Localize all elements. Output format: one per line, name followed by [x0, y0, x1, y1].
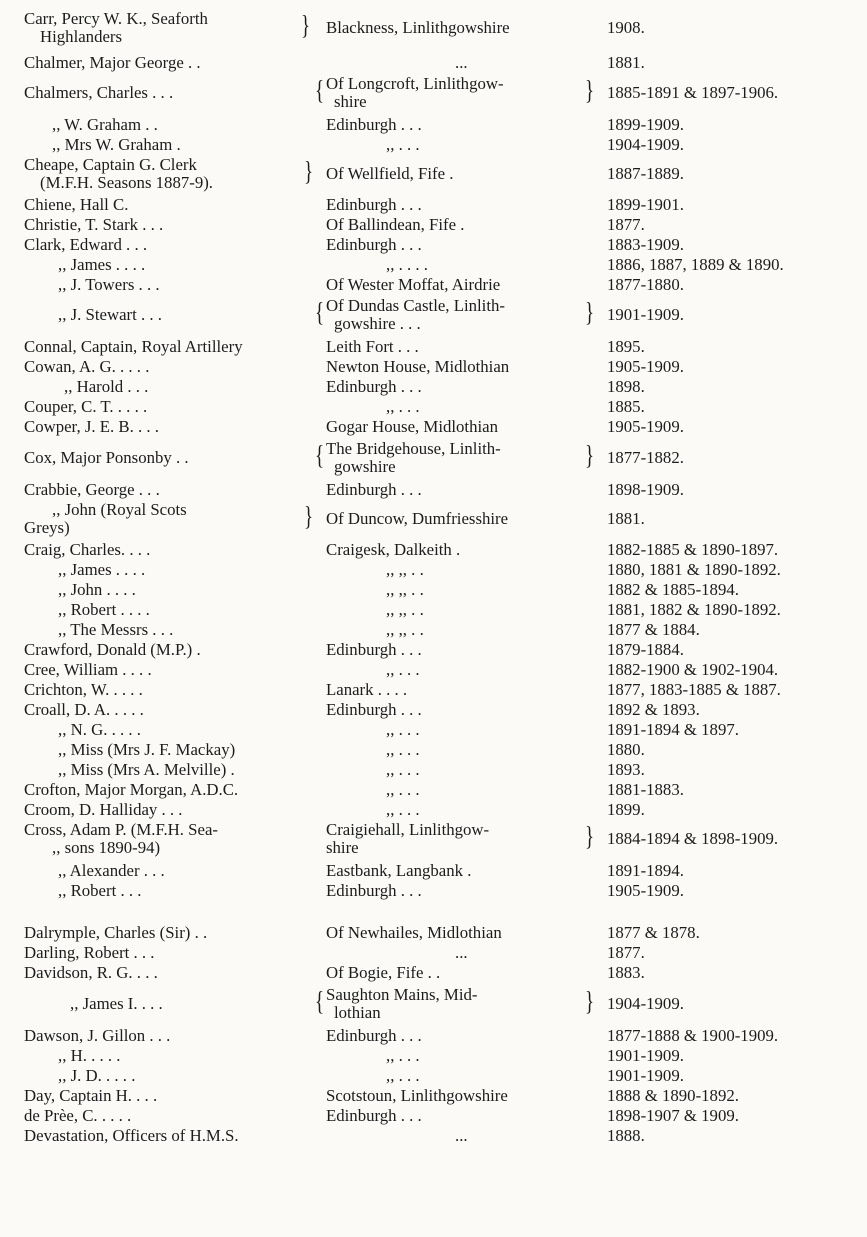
entry-name: Clark, Edward . . . [24, 235, 148, 254]
entry-place: Of Wester Moffat, Airdrie [326, 275, 501, 294]
entry-place: ,, . . . [386, 720, 420, 739]
entry-name: ,, H. . . . . [58, 1046, 121, 1065]
entry-date: 1879-1884. [607, 640, 684, 659]
entry-date: 1880, 1881 & 1890-1892. [607, 560, 781, 579]
entry-date: 1881. [607, 53, 645, 72]
entry-date: 1895. [607, 337, 645, 356]
entry-row [0, 986, 867, 1022]
entry-place: Edinburgh . . . [326, 377, 422, 396]
entry-name: ,, The Messrs . . . [58, 620, 174, 639]
entry-place: ,, ,, . . [386, 560, 424, 579]
entry-name: Cowan, A. G. . . . . [24, 357, 150, 376]
entry-name: ,, John . . . . [58, 580, 136, 599]
entry-row [0, 821, 867, 857]
entry-name: Devastation, Officers of H.M.S. [24, 1126, 239, 1145]
entry-place: ... [455, 943, 468, 962]
entry-date: 1877-1882. [607, 448, 684, 467]
entry-date: 1898. [607, 377, 645, 396]
entry-date: 1877-1888 & 1900-1909. [607, 1026, 779, 1045]
entry-place: Scotstoun, Linlithgowshire [326, 1086, 508, 1105]
entry-date: 1877-1880. [607, 275, 684, 294]
entry-date: 1904-1909. [607, 994, 684, 1013]
entry-date: 1905-1909. [607, 417, 684, 436]
entry-place: Edinburgh . . . [326, 1106, 422, 1125]
entry-place: Of Ballindean, Fife . [326, 215, 465, 234]
entry-place: Edinburgh . . . [326, 1026, 422, 1045]
entry-name: Chiene, Hall C. [24, 195, 129, 214]
entry-date: 1888. [607, 1126, 645, 1145]
entry-place: The Bridgehouse, Linlith- gowshire [326, 439, 501, 476]
entry-name: ,, J. D. . . . . [58, 1066, 136, 1085]
entry-place: Edinburgh . . . [326, 115, 422, 134]
entry-date: 1883-1909. [607, 235, 684, 254]
entry-name: Croom, D. Halliday . . . [24, 800, 183, 819]
entry-name: Dawson, J. Gillon . . . [24, 1026, 171, 1045]
entry-place: ,, . . . [386, 135, 420, 154]
entry-date: 1901-1909. [607, 1046, 684, 1065]
entry-name: ,, Miss (Mrs A. Melville) . [58, 760, 235, 779]
entry-place: ... [455, 53, 468, 72]
entry-place: Leith Fort . . . [326, 337, 419, 356]
entry-row [0, 297, 867, 333]
entry-name: ,, John (Royal Scots Greys) [24, 500, 187, 537]
entry-place: Edinburgh . . . [326, 195, 422, 214]
entry-place: Of Bogie, Fife . . [326, 963, 441, 982]
entry-place: Blackness, Linlithgowshire [326, 18, 510, 37]
entry-place: ,, . . . [386, 1066, 420, 1085]
entry-name: Craig, Charles. . . . [24, 540, 151, 559]
entry-name: ,, Robert . . . [58, 881, 142, 900]
entry-place: Lanark . . . . [326, 680, 408, 699]
entry-date: 1885. [607, 397, 645, 416]
entry-place: ,, . . . [386, 740, 420, 759]
entry-place: ,, . . . . [386, 255, 428, 274]
left-brace: { [314, 440, 325, 470]
entry-place: Edinburgh . . . [326, 700, 422, 719]
entry-date: 1885-1891 & 1897-1906. [607, 83, 779, 102]
entry-date: 1891-1894 & 1897. [607, 720, 739, 739]
entry-place: Of Newhailes, Midlothian [326, 923, 502, 942]
entry-date: 1877 & 1878. [607, 923, 700, 942]
entry-name: Chalmer, Major George . . [24, 53, 201, 72]
entry-place: Gogar House, Midlothian [326, 417, 498, 436]
entry-name: de Prèe, C. . . . . [24, 1106, 132, 1125]
entry-name: ,, N. G. . . . . [58, 720, 141, 739]
entry-name: Davidson, R. G. . . . [24, 963, 158, 982]
entry-name: Carr, Percy W. K., Seaforth Highlanders [24, 9, 208, 46]
entry-place: ,, ,, . . [386, 580, 424, 599]
entry-date: 1882 & 1885-1894. [607, 580, 739, 599]
entry-name: Cross, Adam P. (M.F.H. Sea- ,, sons 1890-94) [24, 820, 218, 857]
entry-place: ,, . . . [386, 1046, 420, 1065]
right-brace: } [584, 75, 595, 105]
entry-name: Cox, Major Ponsonby . . [24, 448, 189, 467]
entry-date: 1891-1894. [607, 861, 684, 880]
entry-row [0, 10, 867, 46]
entry-date: 1888 & 1890-1892. [607, 1086, 739, 1105]
entry-date: 1901-1909. [607, 305, 684, 324]
entry-date: 1883. [607, 963, 645, 982]
entry-place: ,, . . . [386, 800, 420, 819]
entry-row [0, 75, 867, 111]
entry-place: ... [455, 1126, 468, 1145]
entry-name: Chalmers, Charles . . . [24, 83, 174, 102]
entry-row [0, 156, 867, 192]
entry-row [0, 440, 867, 476]
entry-date: 1904-1909. [607, 135, 684, 154]
entry-name: ,, J. Stewart . . . [58, 305, 162, 324]
entry-place: Edinburgh . . . [326, 235, 422, 254]
entry-date: 1880. [607, 740, 645, 759]
entry-place: ,, . . . [386, 397, 420, 416]
entry-name: Christie, T. Stark . . . [24, 215, 164, 234]
entry-place: Saughton Mains, Mid- lothian [326, 985, 478, 1022]
entry-place: Of Longcroft, Linlithgow- shire [326, 74, 504, 111]
entry-place: Of Wellfield, Fife . [326, 164, 454, 183]
entry-place: ,, . . . [386, 660, 420, 679]
entry-date: 1877 & 1884. [607, 620, 700, 639]
entry-date: 1901-1909. [607, 1066, 684, 1085]
left-brace: { [314, 297, 325, 327]
entry-name: Cree, William . . . . [24, 660, 152, 679]
entry-date: 1899. [607, 800, 645, 819]
entry-name: ,, J. Towers . . . [58, 275, 160, 294]
entry-name: Couper, C. T. . . . . [24, 397, 148, 416]
left-brace: { [314, 986, 325, 1016]
left-brace: { [314, 75, 325, 105]
entry-place: Newton House, Midlothian [326, 357, 510, 376]
entry-date: 1898-1907 & 1909. [607, 1106, 739, 1125]
entry-name: ,, James . . . . [58, 560, 146, 579]
entry-place: Edinburgh . . . [326, 640, 422, 659]
entry-place: Craigiehall, Linlithgow- shire [326, 820, 490, 857]
entry-name: ,, Harold . . . [64, 377, 149, 396]
entry-name: Crabbie, George . . . [24, 480, 160, 499]
entry-place: Eastbank, Langbank . [326, 861, 472, 880]
entry-date: 1882-1885 & 1890-1897. [607, 540, 779, 559]
entry-place: ,, . . . [386, 760, 420, 779]
right-brace: } [303, 156, 314, 186]
entry-place: Of Duncow, Dumfriesshire [326, 509, 509, 528]
entry-date: 1881, 1882 & 1890-1892. [607, 600, 781, 619]
entry-name: Crofton, Major Morgan, A.D.C. [24, 780, 239, 799]
entry-name: ,, Robert . . . . [58, 600, 150, 619]
entry-date: 1899-1901. [607, 195, 684, 214]
entry-name: Cheape, Captain G. Clerk (M.F.H. Seasons 1887-9). [24, 155, 213, 192]
entry-place: ,, ,, . . [386, 600, 424, 619]
entry-name: Crichton, W. . . . . [24, 680, 143, 699]
entry-date: 1877. [607, 215, 645, 234]
entry-date: 1898-1909. [607, 480, 684, 499]
entry-name: Cowper, J. E. B. . . . [24, 417, 159, 436]
entry-place: Edinburgh . . . [326, 881, 422, 900]
entry-place: Edinburgh . . . [326, 480, 422, 499]
right-brace: } [300, 10, 311, 40]
entry-date: 1884-1894 & 1898-1909. [607, 829, 779, 848]
entry-name: ,, James I. . . . [70, 994, 163, 1013]
entry-name: Darling, Robert . . . [24, 943, 155, 962]
entry-date: 1881-1883. [607, 780, 684, 799]
entry-date: 1886, 1887, 1889 & 1890. [607, 255, 784, 274]
entry-place: ,, . . . [386, 780, 420, 799]
entry-name: ,, Mrs W. Graham . [52, 135, 181, 154]
entry-name: ,, Alexander . . . [58, 861, 165, 880]
entry-date: 1893. [607, 760, 645, 779]
right-brace: } [303, 501, 314, 531]
entry-date: 1892 & 1893. [607, 700, 700, 719]
entry-date: 1905-1909. [607, 881, 684, 900]
entry-name: Crawford, Donald (M.P.) . [24, 640, 201, 659]
entry-name: Dalrymple, Charles (Sir) . . [24, 923, 208, 942]
entry-name: Day, Captain H. . . . [24, 1086, 158, 1105]
entry-date: 1905-1909. [607, 357, 684, 376]
entry-date: 1877, 1883-1885 & 1887. [607, 680, 781, 699]
entry-name: ,, Miss (Mrs J. F. Mackay) [58, 740, 236, 759]
entry-row [0, 501, 867, 537]
right-brace: } [584, 821, 595, 851]
right-brace: } [584, 297, 595, 327]
entry-date: 1877. [607, 943, 645, 962]
entry-place: Craigesk, Dalkeith . [326, 540, 461, 559]
entry-place: ,, ,, . . [386, 620, 424, 639]
entry-name: ,, W. Graham . . [52, 115, 158, 134]
entry-date: 1882-1900 & 1902-1904. [607, 660, 779, 679]
entry-name: ,, James . . . . [58, 255, 146, 274]
entry-name: Connal, Captain, Royal Artillery [24, 337, 243, 356]
right-brace: } [584, 440, 595, 470]
entry-date: 1899-1909. [607, 115, 684, 134]
right-brace: } [584, 986, 595, 1016]
entry-date: 1887-1889. [607, 164, 684, 183]
entry-date: 1881. [607, 509, 645, 528]
entry-date: 1908. [607, 18, 645, 37]
entry-name: Croall, D. A. . . . . [24, 700, 144, 719]
entry-place: Of Dundas Castle, Linlith- gowshire . . . [326, 296, 505, 333]
